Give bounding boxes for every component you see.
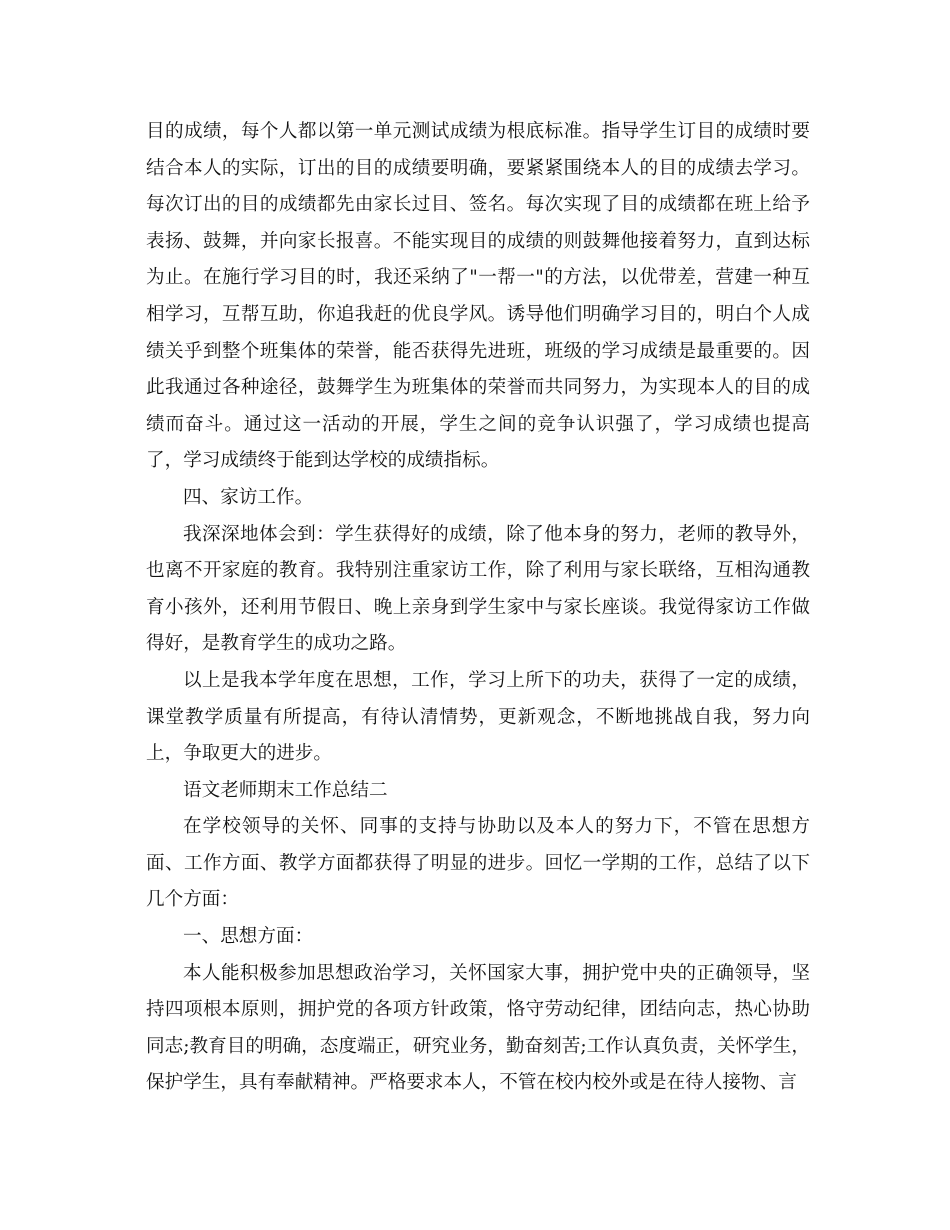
- paragraph-study-goals: 目的成绩，每个人都以第一单元测试成绩为根底标准。指导学生订目的成绩时要结合本人的实际，订出的目的成绩要明确，要紧紧围绕本人的目的成绩去学习。每次订出的目的成绩都先由家长过目、签名。每次实现了目的成绩都在班上给予表扬、鼓舞，并向家长报喜。不能实现目的成绩的则鼓舞他接着努力，直到达标为止。在施行学习目的时，我还采纳了"一帮一"的方法，以优带差，营建一种互相学习，互帮互助，你追我赶的优良学风。诱导他们明确学习目的，明白个人成绩关乎到整个班集体的荣誉，能否获得先进班，班级的学习成绩是最重要的。因此我通过各种途径，鼓舞学生为班集体的荣誉而共同努力，为实现本人的目的成绩而奋斗。通过这一活动的开展，学生之间的竞争认识强了，学习成绩也提高了，学习成绩终于能到达学校的成绩指标。: [146, 121, 810, 472]
- paragraph-home-visits: 我深深地体会到：学生获得好的成绩，除了他本身的努力，老师的教导外，也离不开家庭的教育。我特别注重家访工作，除了利用与家长联络，互相沟通教育小孩外，还利用节假日、晚上亲身到学生家中与家长座谈。我觉得家访工作做得好，是教育学生的成功之路。: [146, 523, 810, 655]
- paragraph-intro: 在学校领导的关怀、同事的支持与协助以及本人的努力下，不管在思想方面、工作方面、教学方面都获得了明显的进步。回忆一学期的工作，总结了以下几个方面：: [146, 816, 810, 911]
- heading-home-visits: 四、家访工作。: [183, 486, 314, 508]
- heading-ideology: 一、思想方面：: [183, 926, 314, 948]
- paragraph-summary: 以上是我本学年度在思想，工作，学习上所下的功夫，获得了一定的成绩，课堂教学质量有所提高，有待认清情势，更新观念，不断地挑战自我，努力向上，争取更大的进步。: [146, 669, 810, 765]
- paragraph-ideology: 本人能积极参加思想政治学习，关怀国家大事，拥护党中央的正确领导，坚持四项根本原则，拥护党的各项方针政策，恪守劳动纪律，团结向志，热心协助同志;教育目的明确，态度端正，研究业务，勤奋刻苦;工作认真负责，关怀学生，保护学生，具有奉献精神。严格要求本人，不管在校内校外或是在待人接物、言: [146, 962, 810, 1094]
- document-body: [146, 114, 810, 1102]
- section-title: 语文老师期末工作总结二: [183, 779, 388, 801]
